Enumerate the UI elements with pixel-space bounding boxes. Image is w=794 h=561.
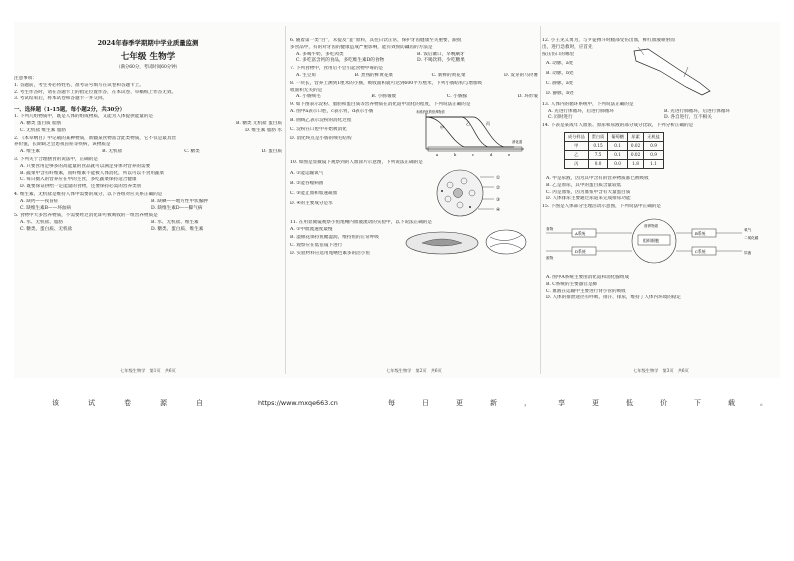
option: A. 甲是尿液，因为其中含有的营养物质都已被吸收 [546, 175, 649, 181]
figure-label: 组织细胞 [643, 237, 659, 243]
option: C. 同时进行 [548, 115, 573, 121]
curve-label: 甲 [440, 124, 444, 130]
curve-label: 丙 [486, 120, 490, 126]
table-header: 葡萄糖 [608, 132, 628, 141]
table-cell: 1.8 [627, 159, 643, 168]
option: C. 糖类、蛋白质、无机盐 [20, 226, 73, 232]
table-row [565, 159, 664, 168]
axis-label: d [490, 152, 493, 157]
microscope-field [486, 230, 526, 254]
notice-label: 注意事项： [14, 76, 37, 81]
table-cell: 乙 [565, 150, 589, 159]
table-cell: 0.0 [588, 159, 608, 168]
curve-乙 [426, 117, 514, 147]
exam-sheet [14, 22, 780, 378]
option: B. 曲线乙表示淀粉的消化过程 [290, 117, 352, 123]
option: B. 糖类 无机盐 蛋白质 [236, 120, 282, 126]
question-10: 10. 如图是显微镜下观察到的人血涂片示意图，下列说法正确的是 [290, 159, 423, 165]
table-cell: 1.1 [644, 159, 664, 168]
question-13-options [542, 109, 780, 123]
option: C. 缺维生素B——坏血病 [20, 205, 71, 211]
axis-label: a [436, 152, 439, 157]
option: C. ③能止血和加速凝血 [290, 190, 338, 196]
question-5-options [14, 220, 282, 234]
option: B. 湿棉花保持鱼鳃湿润，维持鱼的正常呼吸 [290, 234, 379, 240]
option: C. 糖类 [184, 149, 200, 155]
watermark-char: 享 [558, 399, 565, 407]
question-12: 12. 小王见义勇为，与歹徒搏斗时腿部受伤出血，鲜红血液喷射而出，进行急救时，应首先 [542, 38, 675, 50]
figure-label: 尿液 [744, 250, 752, 255]
option: A. 水、无机盐、脂肪 [20, 220, 63, 226]
question-12-cont: 按压伤口的哪里 [542, 52, 575, 57]
white-blood-cell [454, 188, 463, 197]
watermark-char: 日 [422, 399, 429, 407]
question-6-cont: 多食品中，有的对牙齿的健康造成严重影响，能有效预防龋齿的方法是 [290, 44, 433, 50]
column-divider [540, 26, 541, 374]
watermark-char: 低 [626, 399, 633, 407]
question-13: 13. 人体内的循环系统中，下列说法正确的是 [542, 101, 634, 107]
option: A. 小肠绒毛 [296, 94, 321, 100]
watermark-char: 更 [592, 399, 599, 407]
digestion-curve-figure [414, 109, 532, 159]
curve-label: 乙 [466, 120, 470, 126]
question-14: 14. 下表是某成年人血浆、原尿和尿液的部分成分比较，下列分析正确的是 [542, 123, 694, 129]
curve-丙 [426, 117, 504, 147]
table-cell: 0.15 [588, 141, 608, 150]
watermark-char: 该 [52, 399, 59, 407]
option: D. 环形皱 [517, 94, 538, 100]
notice-2: 2. 考生作答时，请在答题卡上的指定位置作答，在本试卷、草稿纸上作答无效。 [14, 89, 177, 95]
option: B. 煮熟的鲜黄花菜 [354, 72, 394, 78]
figure-label: B系统 [695, 230, 706, 236]
exam-title: 2024年春季学期期中学业质量监测 [97, 39, 199, 47]
table-header: 尿素 [627, 132, 643, 141]
option: C. 淀粉在口腔中开始被消化 [290, 126, 347, 132]
leg-outline [634, 49, 710, 95]
figure-label: ④ [496, 207, 500, 213]
curve-甲 [426, 117, 514, 147]
watermark-char: 更 [456, 399, 463, 407]
table-cell: 0.02 [627, 150, 643, 159]
option: C. 多吃富含钙的食品，多吃维生素D的食物 [296, 58, 385, 64]
option: A. ①中血流速度最慢 [290, 226, 333, 232]
option: D. 实验材料应选用尾鳍色素多的活小鱼 [290, 250, 370, 256]
figure-label: A系统 [575, 230, 586, 236]
column-2 [290, 22, 538, 378]
table-row [565, 141, 664, 150]
option: D. 缺维生素D——脚气病 [151, 205, 203, 211]
figure-label: 营养物质 [644, 223, 659, 228]
question-4: 4. 维生素、无机盐是维持人体中需要的成分，以下各组对应关系正确的是 [14, 191, 163, 197]
question-11: 11. 在用显微镜观察小鱼尾鳍内血液流动的实验中，以下说法正确的是 [290, 219, 432, 225]
axis-label: e [508, 152, 511, 157]
option: D. 蛋白质 [261, 149, 282, 155]
table-cell: 0.0 [608, 159, 628, 168]
page-footer-2: 七年级生物学 第2页 共6页 [386, 368, 442, 373]
figure-label: D系统 [575, 248, 586, 254]
option: D. 静脉，b处 [546, 90, 574, 96]
question-4-options [14, 199, 282, 213]
watermark-char: 每 [388, 399, 395, 407]
figure-label: 废物 [546, 255, 554, 260]
notice-1: 1. 答题前，考生务必将姓名、准考证号填写在试卷和答题卡上。 [14, 82, 144, 88]
y-axis-title: 未被消化的营养物质 [416, 109, 445, 114]
option: B. 水、无机盐、维生素 [151, 220, 199, 226]
question-5: 5. 食物中大多营养物质，不需要经过消化即可被吸收的一组营养物质是 [14, 213, 158, 219]
question-12-block [542, 59, 780, 101]
exam-subject: 七年级 生物学 [120, 52, 176, 62]
figure-label: ③ [496, 197, 500, 203]
figure-label: C系统 [695, 248, 706, 254]
table-cell: 0.02 [627, 141, 643, 150]
option: D. 维生素 脂肪 水 [245, 127, 282, 133]
x-axis-title: 消化道 [512, 139, 523, 144]
question-2-cont: 养价值，长期缺乏会患夜盲症等疾病，该物质是 [14, 142, 111, 148]
leg-figure [628, 43, 714, 97]
question-2: 2. 《本草纲目》中记载的某种物质，新疆某食物富含此类物质，它不仅是最具营 [14, 135, 177, 141]
score-note: （满分60分，考试时间60分钟） [116, 65, 180, 70]
question-6-options [290, 52, 538, 66]
option: C. 静脉，a处 [546, 80, 574, 86]
question-8-cont: 收面积无关的是 [290, 87, 323, 93]
axis-label: b [454, 152, 457, 157]
option: C. 小肠腺 [446, 94, 467, 100]
fish-tail-figure [402, 227, 532, 257]
question-6: 6. 随着第一类“白”，未提及“韭”原料，其往日饮正常，保护牙齿健康至关重要，跟很 [290, 38, 462, 43]
option: D. 不喝饮料，少吃糖果 [417, 58, 465, 64]
question-3: 3. 下列关于合理膳食的说法中，正确的是 [14, 156, 98, 162]
option: D. 发芽的马铃薯 [503, 72, 538, 78]
column-1 [14, 22, 282, 378]
table-cell: 甲 [565, 141, 589, 150]
option: D. ④的主要成分是水 [290, 200, 333, 206]
source-watermark-line [0, 398, 794, 412]
option: A. ①能运输氧气 [290, 170, 324, 176]
question-10-block [290, 167, 538, 219]
question-2-options [14, 149, 282, 156]
watermark-char: 下 [694, 399, 701, 407]
option: D. 各自进行，互不相关 [664, 115, 712, 121]
watermark-char: 。 [760, 399, 767, 407]
nutrient-table [564, 132, 664, 169]
option: B. 动脉，b处 [546, 70, 574, 76]
question-15: 15. 下图是人体部分生理活动示意图，下列说法中正确的是 [542, 204, 662, 210]
option: B. 蔬菜中含有纤维素，而纤维素不能被人体消化，所以可以不食用蔬菜 [20, 170, 165, 176]
option: D. 人体的排泄途径有呼吸、排汗、排尿，维持了人体内环境的稳定 [546, 295, 682, 301]
page-footer-3: 七年级生物学 第3页 共6页 [633, 368, 689, 373]
watermark-char: 价 [660, 399, 667, 407]
figure-label: 二氧化碳 [744, 235, 759, 240]
table-cell: 0.1 [608, 141, 628, 150]
watermark-char: 载 [728, 399, 735, 407]
option: A. 动脉，a处 [546, 60, 574, 66]
watermark-char: 卷 [124, 399, 131, 407]
option: B. 先进行肺循环，后进行体循环 [664, 108, 731, 114]
figure-label: 食物 [546, 226, 554, 231]
option: D. 人体排尿主要通过尿道来完成排尿功能 [546, 196, 631, 202]
table-cell: 0.9 [644, 141, 664, 150]
option: C. 每日摄入的营养应在中的主食，多吃蔬菜保持适合健康 [20, 177, 137, 183]
option: B. 小肠皱襞 [371, 94, 397, 100]
option: A. 生豆角 [296, 72, 317, 78]
blood-smear-figure [420, 167, 530, 219]
option: A. 图中A系统主要由消化道和消化腺组成 [546, 274, 630, 280]
option: B. 乙是原尿，其中的蛋白质含量较低 [546, 182, 622, 188]
question-8-options [290, 94, 538, 101]
option: D. 糖类、蛋白质、维生素 [151, 226, 204, 232]
option: C. 无机盐 维生素 脂肪 [20, 127, 66, 133]
option: B. C系统的主要器官是肺 [546, 281, 598, 287]
watermark-char: 自 [196, 399, 203, 407]
watermark-char: 新 [490, 399, 497, 407]
watermark-char: ， [524, 399, 531, 407]
column-divider [285, 26, 286, 374]
option: A. 图中a表示口腔，c表示胃，d表示小肠 [290, 108, 374, 114]
figure-label: ② [496, 185, 500, 191]
table-cell: 0.1 [608, 150, 628, 159]
option: A. 维生素 [20, 149, 41, 155]
body-systems-figure [542, 211, 778, 271]
option: C. 观察应在低倍镜下进行 [290, 242, 343, 248]
option: A. 缺钙——夜盲症 [20, 198, 59, 204]
table-cell: 0.9 [644, 150, 664, 159]
option: C. 新鲜的黄花菜 [431, 72, 466, 78]
page-footer-1: 七年级生物学 第1页 共6页 [120, 368, 176, 373]
option: A. 只要食用足够多的高能量的食品就可以满足身体对营养的需要 [20, 163, 151, 169]
question-9: 9. 如下图表示淀粉、脂肪和蛋白质等营养物质在消化道中消化的程度，下列说法正确的是 [290, 102, 471, 108]
question-1: 1. 下列几组物质中，既是人体的组成物质，又能为人体提供能量的是 [14, 114, 154, 120]
question-9-block [290, 109, 538, 159]
table-row [565, 150, 664, 159]
question-7-options [290, 73, 538, 80]
option: D. 既要保证供给一定能量的食物，还要保持必需的营养类别 [20, 184, 142, 190]
question-8: 8. 一块长，营养上测到1厘米的小肠，吸收面积就可达到600平方厘米，下列小肠结构与增加吸 [290, 80, 483, 86]
column-3 [542, 22, 780, 378]
question-11-block [290, 227, 538, 267]
table-header: 蛋白质 [588, 132, 608, 141]
question-1-options [14, 121, 282, 128]
table-header: 无机盐 [644, 132, 664, 141]
option: C. 丙是血浆，因为血浆中含有大量蛋白质 [546, 189, 631, 195]
table-cell: 丙 [565, 159, 589, 168]
option: B. 无机盐 [102, 149, 123, 155]
notice-3: 3. 考试结束后，将本试卷和答题卡一并交回。 [14, 96, 108, 102]
option: B. 饭后漱口，早晚刷牙 [417, 51, 465, 57]
option: B. ②能吞噬病菌 [290, 180, 324, 186]
figure-label: 氧气 [744, 227, 752, 232]
question-1-options-2 [14, 128, 282, 135]
option: A. 先进行体循环，后进行肺循环 [548, 108, 614, 114]
watermark-char: 源 [160, 399, 167, 407]
option: C. 血液在运输中主要进行肾小管的吸收 [546, 288, 626, 294]
question-7: 7. 下列食物中，食用后不会引起食物中毒的是 [290, 66, 384, 72]
section-1-heading: 一、选择题（1-15题，每小题2分，共30分） [14, 107, 125, 114]
table-header-row [565, 132, 664, 141]
option: D. 消化终点是小肠的绒毛结构 [290, 135, 352, 141]
source-url-link[interactable]: https://www.mxqe663.cn [258, 399, 338, 407]
option: B. 缺碘——地方性甲状腺肿 [151, 198, 208, 204]
nutrient-table-block [542, 130, 780, 176]
axis-label: c [472, 152, 475, 157]
option: A. 多喝牛奶，多吃肉类 [296, 51, 344, 57]
watermark-char: 试 [88, 399, 95, 407]
table-header: 成分样品 [565, 132, 589, 141]
option: A. 糖类 蛋白质 脂肪 [20, 120, 62, 126]
figure-label: ① [496, 175, 500, 181]
table-cell: 7.5 [588, 150, 608, 159]
